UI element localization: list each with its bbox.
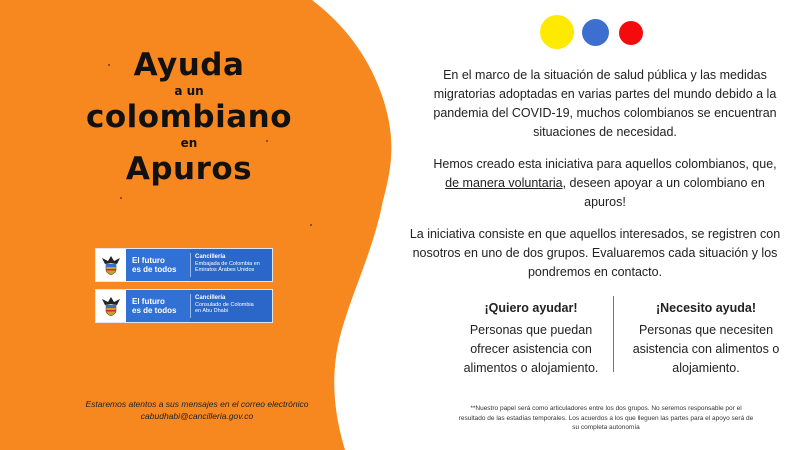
contact-note-text: Estaremos atentos a sus mensajes en el correo electrónico: [85, 399, 309, 409]
hero-word-a-un: a un: [174, 84, 204, 98]
hero-word-apuros: Apuros: [125, 151, 253, 187]
intro-paragraph-2-start: Hemos creado esta iniciativa para aquellos colombianos, que,: [433, 157, 777, 171]
org-name: Cancillería: [195, 295, 226, 301]
brand-slogan-line2: es de todos: [132, 306, 177, 315]
consulate-logo: [96, 290, 272, 322]
column-divider: [613, 296, 614, 372]
voluntary-emphasis: de manera voluntaria: [445, 176, 563, 190]
footnote-line1: **Nuestro papel será como articuladores entre los dos grupos. No seremos responsable por el: [470, 405, 742, 412]
group-need: [618, 300, 794, 378]
brand-slogan-line1: El futuro: [132, 297, 165, 306]
office-line1: Consulado de Colombia: [195, 301, 254, 308]
footnote-line3: su completa autonomía: [572, 424, 640, 431]
disclaimer-footnote: [420, 404, 792, 433]
brand-slogan-line1: El futuro: [132, 256, 165, 265]
decorative-dot: [108, 64, 110, 66]
group-need-line1: Personas que necesiten: [638, 323, 774, 337]
group-help-title: ¡Quiero ayudar!: [484, 301, 578, 315]
left-panel: [0, 0, 390, 450]
colombia-coat-of-arms-icon: [96, 290, 126, 322]
group-need-line2: asistencia con alimentos o: [632, 342, 780, 356]
consulate-name: [191, 290, 272, 322]
embassy-logo: [96, 249, 272, 281]
decorative-dot: [266, 140, 268, 142]
contact-note: [66, 398, 328, 422]
flag-color-dots: [540, 15, 650, 47]
intro-paragraph-2-end: , deseen apoyar a un colombiano en apuros!: [562, 176, 765, 209]
decorative-dot: [310, 224, 312, 226]
red-dot-icon: [619, 21, 643, 45]
intro-paragraph-1: En el marco de la situación de salud pública y las medidas migratorias adoptadas en varias partes del mundo debido a la pandemia del COVID-19, muchos colombianos se encuentran situaciones de necesidad.: [433, 68, 777, 139]
hero-word-ayuda: Ayuda: [133, 47, 245, 83]
embassy-name: [191, 249, 272, 281]
group-help-line2: ofrecer asistencia con: [470, 342, 592, 356]
brand-slogan-line2: es de todos: [132, 265, 177, 274]
org-name: Cancillería: [195, 254, 226, 260]
yellow-dot-icon: [540, 15, 574, 49]
blue-dot-icon: [582, 19, 609, 46]
hero-word-colombiano: colombiano: [85, 99, 292, 135]
intro-paragraph-3: La iniciativa consiste en que aquellos interesados, se registren con nosotros en uno de dos grupos. Evaluaremos cada situación y los pondremos en contacto.: [409, 227, 781, 279]
group-need-title: ¡Necesito ayuda!: [655, 301, 757, 315]
group-help-line3: alimentos o alojamiento.: [463, 361, 599, 375]
group-help: [448, 300, 614, 378]
brand-slogan: [126, 290, 190, 322]
office-line2: Emiratos Árabes Unidos: [195, 267, 255, 273]
group-help-line1: Personas que puedan: [469, 323, 593, 337]
decorative-dot: [120, 197, 122, 199]
contact-email: cabudhabi@cancilleria.gov.co: [140, 411, 254, 421]
brand-slogan: [126, 249, 190, 281]
footnote-line2: resultado de las estadías temporales. Los acuerdos a los que lleguen las partes para el apoyo será de: [458, 414, 754, 422]
hero-word-en: en: [180, 136, 198, 150]
colombia-coat-of-arms-icon: [96, 249, 126, 281]
hero-title: [64, 48, 314, 186]
intro-paragraph-2: [430, 155, 780, 212]
group-need-line3: alojamiento.: [672, 361, 740, 375]
office-line2: en Abu Dhabi: [195, 308, 229, 314]
office-line1: Embajada de Colombia en: [195, 260, 260, 267]
